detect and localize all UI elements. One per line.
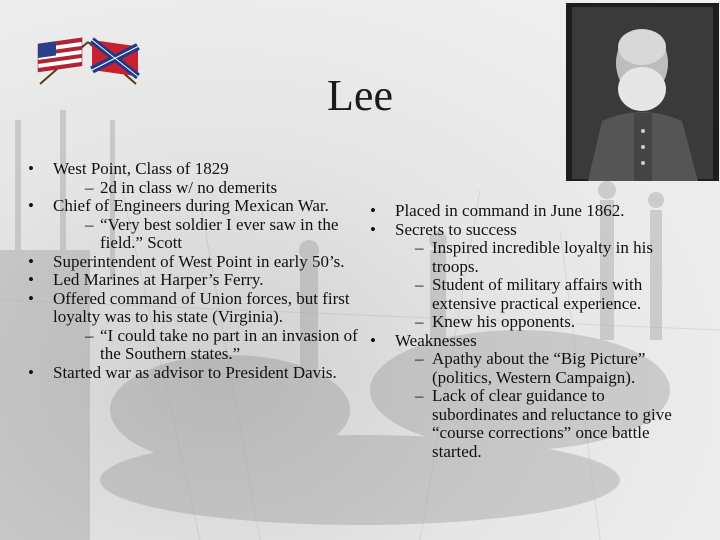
bullet-advisor-davis: • Started war as advisor to President Davis. xyxy=(28,364,358,383)
sub-bullet-military-student: – Student of military affairs with extensive practical experience. xyxy=(370,276,690,313)
bullet-union-offer: • Offered command of Union forces, but first loyalty was to his state (Virginia). xyxy=(28,290,358,327)
bullet-superintendent: • Superintendent of West Point in early 50’s. xyxy=(28,253,358,272)
bullet-secrets-to-success: • Secrets to success xyxy=(370,221,690,240)
bullet-weaknesses: • Weaknesses xyxy=(370,332,690,351)
bullet-chief-of-engineers: • Chief of Engineers during Mexican War. xyxy=(28,197,358,216)
crossed-flags-icon xyxy=(32,36,144,86)
bullet-west-point: • West Point, Class of 1829 xyxy=(28,160,358,179)
sub-bullet-second-in-class: – 2d in class w/ no demerits xyxy=(28,179,358,198)
sub-bullet-loyalty: – Inspired incredible loyalty in his troops. xyxy=(370,239,690,276)
sub-bullet-big-picture: – Apathy about the “Big Picture” (politics, Western Campaign). xyxy=(370,350,690,387)
portrait-photo xyxy=(566,3,719,181)
bullet-placed-in-command: • Placed in command in June 1862. xyxy=(370,202,690,221)
sub-bullet-guidance: – Lack of clear guidance to subordinates and reluctance to give “course corrections” once battle started. xyxy=(370,387,690,461)
bullet-harpers-ferry: • Led Marines at Harper’s Ferry. xyxy=(28,271,358,290)
sub-bullet-lee-quote: – “I could take no part in an invasion of the Southern states.” xyxy=(28,327,358,364)
sub-bullet-scott-quote: – “Very best soldier I ever saw in the field.” Scott xyxy=(28,216,358,253)
slide-title: Lee xyxy=(327,71,393,120)
right-bullet-list xyxy=(370,202,690,461)
sub-bullet-knew-opponents: – Knew his opponents. xyxy=(370,313,690,332)
left-bullet-list xyxy=(28,160,358,382)
